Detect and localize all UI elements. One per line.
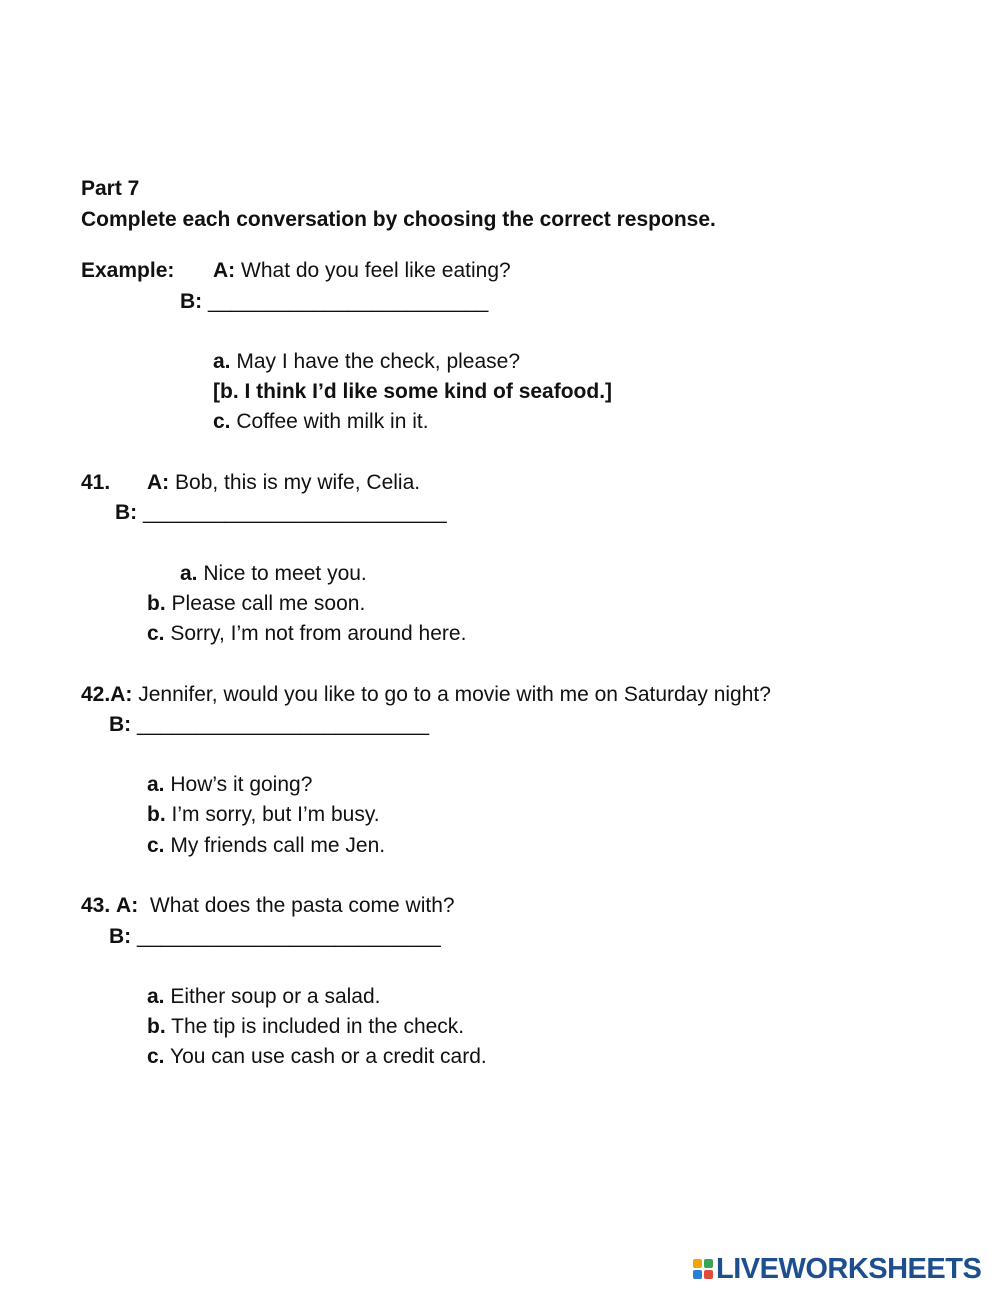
example-answer-line: B: ________________________ xyxy=(180,290,489,313)
question-42-answer-line: B: _________________________ xyxy=(109,713,429,736)
question-41-option-b[interactable]: b. Please call me soon. xyxy=(147,592,366,615)
question-41-option-c[interactable]: c. Sorry, I’m not from around here. xyxy=(147,622,467,645)
liveworksheets-logo xyxy=(693,1253,981,1285)
question-41-blank[interactable]: __________________________ xyxy=(143,501,447,524)
question-42-option-a[interactable]: a. How’s it going? xyxy=(147,773,313,796)
example-prompt: A: What do you feel like eating? xyxy=(213,259,511,282)
question-42-blank[interactable]: _________________________ xyxy=(137,713,429,736)
question-43-blank[interactable]: __________________________ xyxy=(137,925,441,948)
part-title: Part 7 xyxy=(81,177,140,200)
question-42-option-c[interactable]: c. My friends call me Jen. xyxy=(147,834,386,857)
logo-mark-icon xyxy=(693,1259,713,1279)
question-41-number: 41. xyxy=(81,471,111,494)
question-42-option-b[interactable]: b. I’m sorry, but I’m busy. xyxy=(147,803,380,826)
question-43-prompt: 43. A: What does the pasta come with? xyxy=(81,894,455,917)
example-blank: ________________________ xyxy=(208,290,489,313)
question-41-prompt: A: Bob, this is my wife, Celia. xyxy=(147,471,421,494)
logo-text: LIVEWORKSHEETS xyxy=(716,1252,982,1285)
question-43-option-a[interactable]: a. Either soup or a salad. xyxy=(147,985,381,1008)
question-43-answer-line: B: __________________________ xyxy=(109,925,441,948)
question-41-option-a[interactable]: a. Nice to meet you. xyxy=(180,562,367,585)
question-41-answer-line: B: __________________________ xyxy=(115,501,447,524)
instructions: Complete each conversation by choosing the correct response. xyxy=(81,208,716,231)
example-option-b-correct: [b. I think I’d like some kind of seafood.] xyxy=(213,380,613,403)
example-option-c: c. Coffee with milk in it. xyxy=(213,410,429,433)
example-label: Example: xyxy=(81,259,175,282)
question-43-option-b[interactable]: b. The tip is included in the check. xyxy=(147,1015,465,1038)
question-43-option-c[interactable]: c. You can use cash or a credit card. xyxy=(147,1045,487,1068)
question-42-prompt: 42.A: Jennifer, would you like to go to a movie with me on Saturday night? xyxy=(81,683,771,706)
example-option-a: a. May I have the check, please? xyxy=(213,350,521,373)
